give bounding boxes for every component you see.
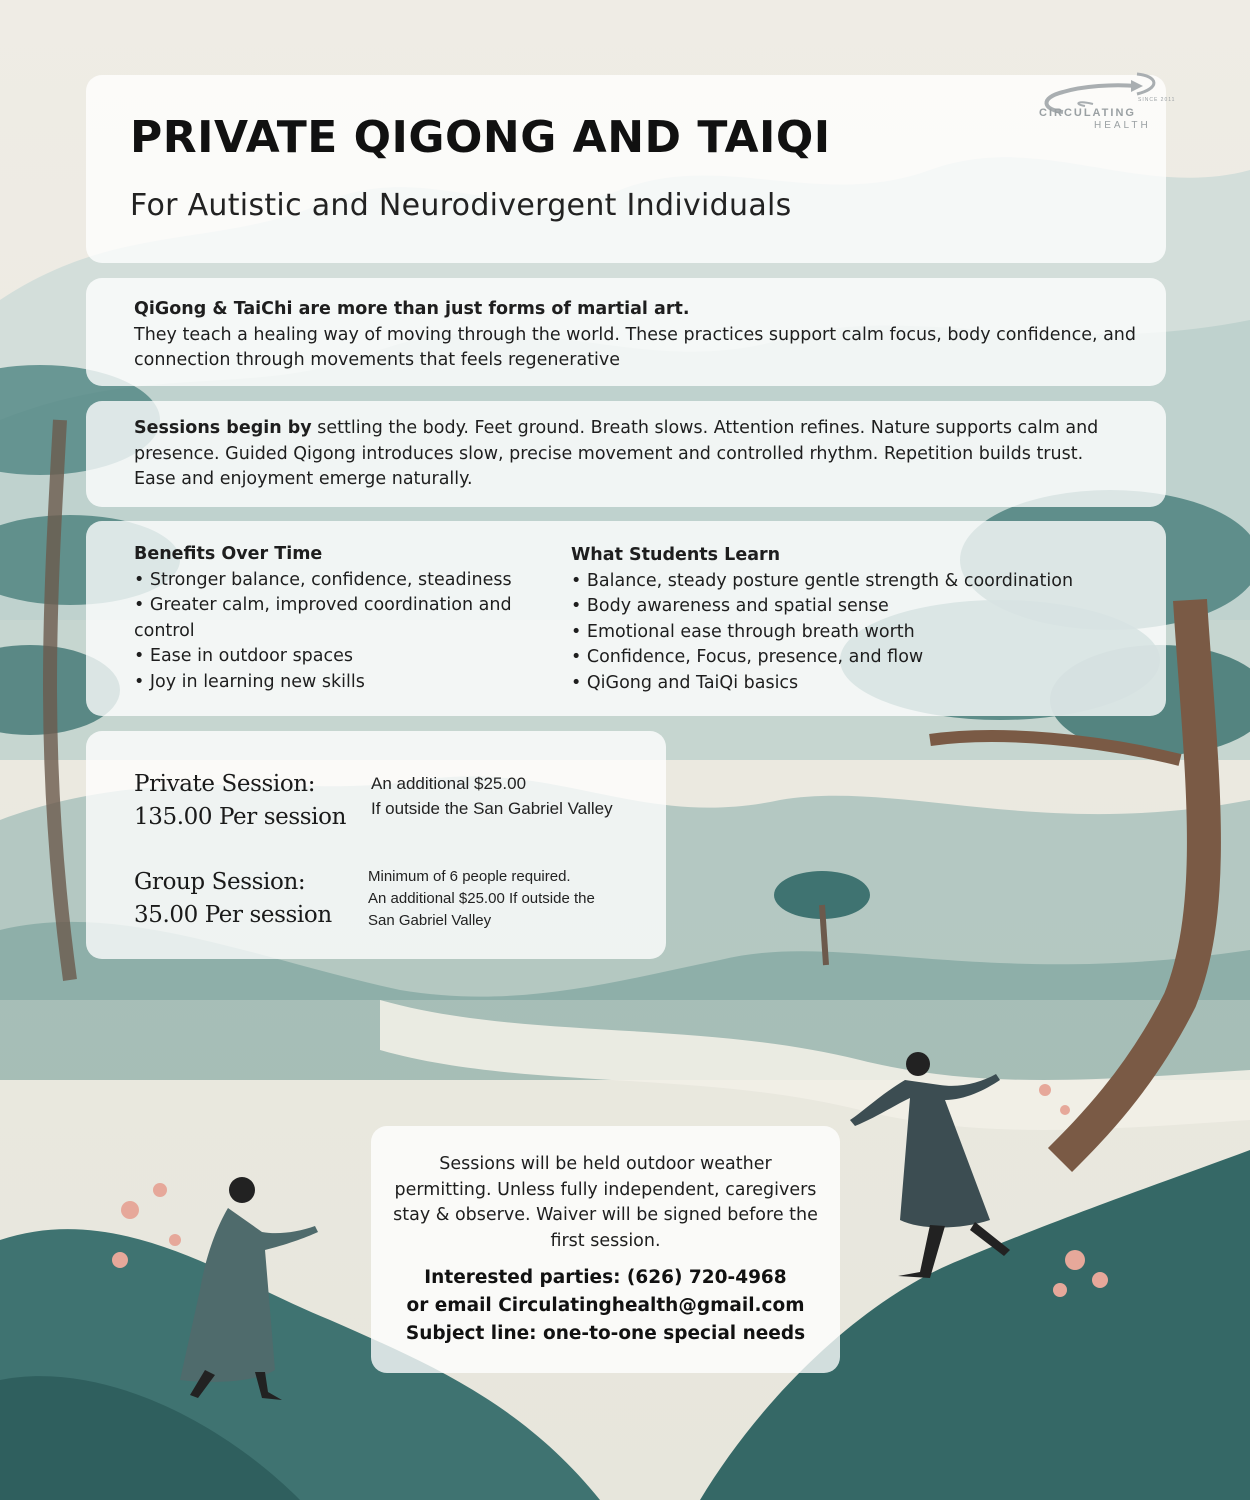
learn-heading: What Students Learn bbox=[571, 545, 781, 565]
logo-name-line2: HEALTH bbox=[1094, 120, 1151, 131]
logo-since: SINCE 2011 bbox=[1138, 97, 1176, 103]
list-item: • Body awareness and spatial sense bbox=[571, 596, 889, 616]
list-item: • Ease in outdoor spaces bbox=[134, 646, 354, 666]
list-item: • Joy in learning new skills bbox=[134, 671, 365, 692]
list-item: • Confidence, Focus, presence, and flow bbox=[571, 647, 924, 667]
contact-info-text: Sessions will be held outdoor weather permitting. Unless fully independent, caregivers stay & observe. Waiver will be signed before the first session. bbox=[393, 1154, 818, 1251]
group-note-line: San Gabriel Valley bbox=[368, 912, 492, 929]
sessions-text bbox=[134, 416, 1124, 493]
logo-name-line1: CIRCULATING bbox=[1039, 107, 1136, 119]
title-panel bbox=[86, 75, 1166, 263]
group-note-line: An additional $25.00 If outside the bbox=[368, 890, 595, 907]
list-item: • QiGong and TaiQi basics bbox=[571, 672, 799, 693]
benefits-list bbox=[134, 542, 544, 695]
intro-heading: QiGong & TaiChi are more than just forms of martial art. bbox=[134, 299, 690, 319]
group-session-note bbox=[368, 866, 595, 932]
group-session-price bbox=[134, 866, 332, 932]
learn-list bbox=[571, 543, 1131, 696]
intro-paragraph: They teach a healing way of moving through the world. These practices support calm focus, body confidence, and connection through movements that feels regenerative bbox=[134, 324, 1137, 370]
intro-text bbox=[134, 297, 1144, 374]
sessions-paragraph: settling the body. Feet ground. Breath slows. Attention refines. Nature supports calm and presence. Guided Qigong introduces slow, precise movement and controlled rhythm. Repetition builds trust. Ease and enjoyment emerge naturally. bbox=[134, 418, 1099, 489]
private-session-label: Private Session: bbox=[134, 771, 316, 797]
private-session-amount: 135.00 Per session bbox=[134, 804, 346, 830]
list-item: • Stronger balance, confidence, steadiness bbox=[134, 569, 512, 590]
group-session-amount: 35.00 Per session bbox=[134, 902, 332, 928]
group-session-label: Group Session: bbox=[134, 869, 306, 895]
private-note-line: An additional $25.00 bbox=[371, 774, 527, 793]
private-session-price bbox=[134, 768, 346, 834]
list-item: • Greater calm, improved coordination and control bbox=[134, 595, 512, 641]
private-note-line: If outside the San Gabriel Valley bbox=[371, 799, 613, 818]
page-subtitle: For Autistic and Neurodivergent Individuals bbox=[130, 188, 792, 223]
contact-details bbox=[381, 1264, 830, 1348]
list-item: • Balance, steady posture gentle strength & coordination bbox=[571, 570, 1074, 591]
benefits-heading: Benefits Over Time bbox=[134, 544, 323, 564]
contact-email[interactable]: or email Circulatinghealth@gmail.com bbox=[406, 1295, 805, 1316]
contact-phone[interactable]: Interested parties: (626) 720-4968 bbox=[424, 1267, 787, 1288]
private-session-note bbox=[371, 771, 613, 821]
sessions-lead: Sessions begin by bbox=[134, 418, 312, 438]
list-item: • Emotional ease through breath worth bbox=[571, 621, 915, 642]
page-title: PRIVATE QIGONG AND TAIQI bbox=[130, 112, 831, 163]
group-note-line: Minimum of 6 people required. bbox=[368, 868, 571, 885]
contact-subject: Subject line: one-to-one special needs bbox=[405, 1323, 806, 1344]
